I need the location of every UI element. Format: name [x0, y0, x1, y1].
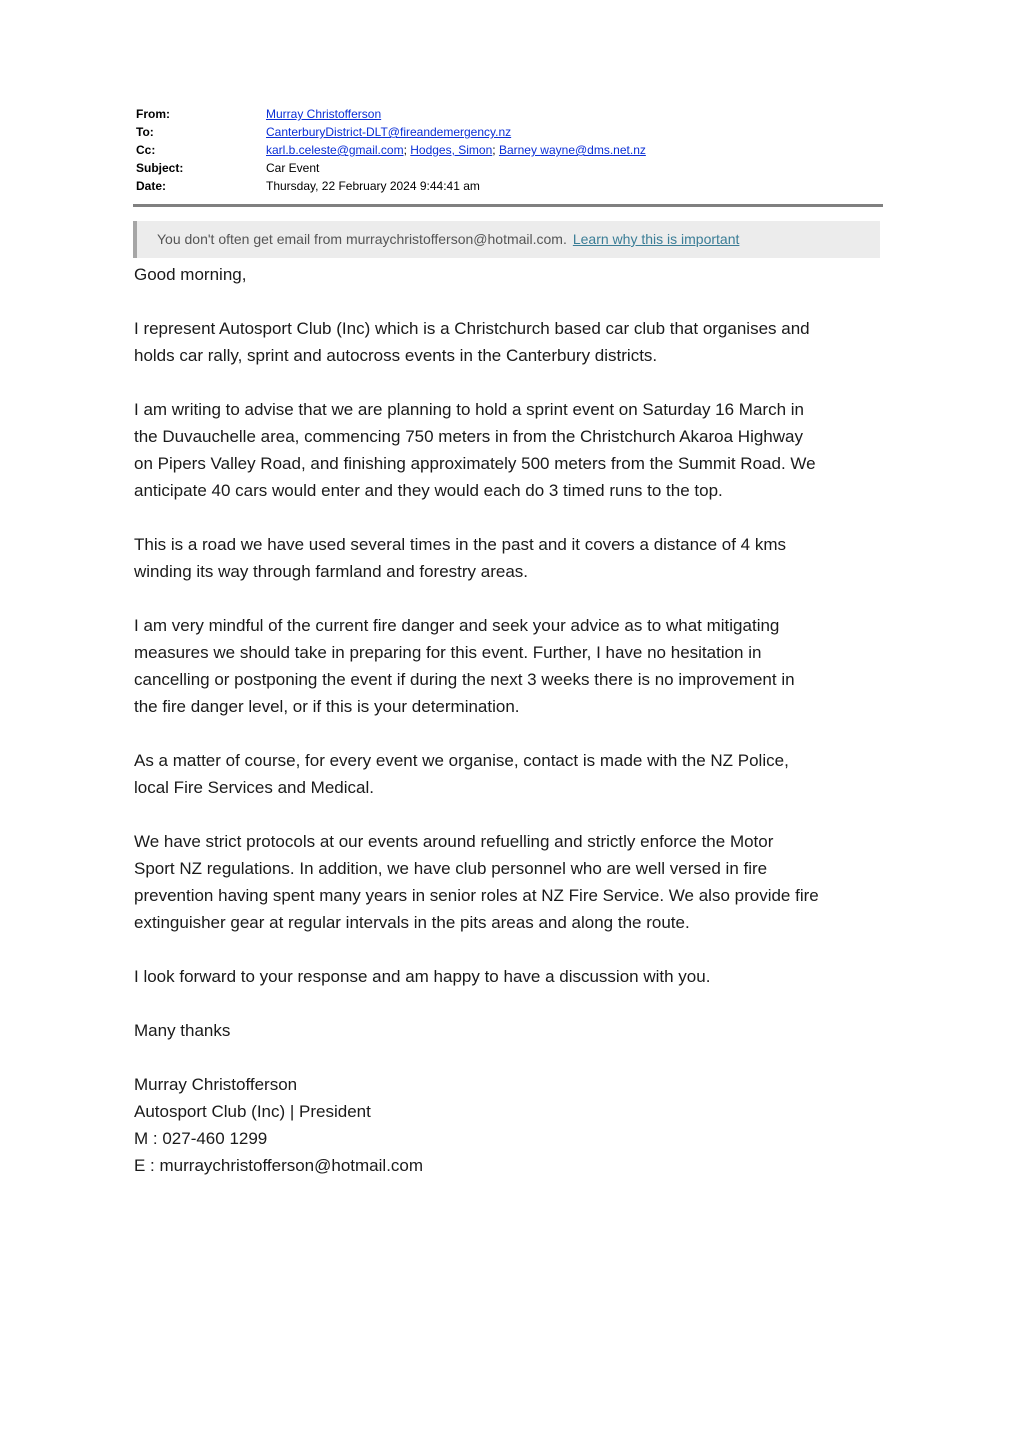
paragraph-response: I look forward to your response and am happy to have a discussion with you. — [134, 967, 711, 986]
subject-row — [136, 159, 882, 177]
body-line: Sport NZ regulations. In addition, we have club personnel who are well versed in fire — [134, 859, 768, 878]
body-line: I represent Autosport Club (Inc) which is a Christchurch based car club that organises and — [134, 319, 810, 338]
cc-row — [136, 141, 882, 159]
body-line: winding its way through farmland and forestry areas. — [134, 562, 529, 581]
body-line: cancelling or postponing the event if during the next 3 weeks there is no improvement in — [134, 670, 795, 689]
cc-separator: ; — [403, 143, 411, 157]
body-line: local Fire Services and Medical. — [134, 778, 374, 797]
signature — [134, 1071, 884, 1179]
to-row — [136, 123, 882, 141]
signature-title: Autosport Club (Inc) | President — [134, 1102, 371, 1121]
cc-separator: ; — [492, 143, 499, 157]
subject-label: Subject: — [136, 161, 184, 175]
email-body — [134, 261, 884, 1206]
from-sender-link[interactable]: Murray Christofferson — [266, 107, 382, 121]
to-label: To: — [136, 125, 154, 139]
email-header — [136, 105, 882, 195]
paragraph-road — [134, 531, 884, 585]
body-line: the Duvauchelle area, commencing 750 meters in from the Christchurch Akaroa Highway — [134, 427, 803, 446]
learn-why-link[interactable]: Learn why this is important — [572, 231, 740, 247]
body-line: We have strict protocols at our events around refuelling and strictly enforce the Motor — [134, 832, 774, 851]
body-line: As a matter of course, for every event we organise, contact is made with the NZ Police, — [134, 751, 789, 770]
body-line: holds car rally, sprint and autocross events in the Canterbury districts. — [134, 346, 658, 365]
paragraph-intro — [134, 315, 884, 369]
from-row — [136, 105, 882, 123]
signature-mobile: M : 027-460 1299 — [134, 1129, 268, 1148]
body-line: I am writing to advise that we are planning to hold a sprint event on Saturday 16 March in — [134, 400, 804, 419]
body-line: This is a road we have used several times in the past and it covers a distance of 4 kms — [134, 535, 786, 554]
body-line: measures we should take in preparing for this event. Further, I have no hesitation in — [134, 643, 762, 662]
cc-label: Cc: — [136, 143, 156, 157]
signature-email: E : murraychristofferson@hotmail.com — [134, 1156, 424, 1175]
to-recipient-link[interactable]: CanterburyDistrict-DLT@fireandemergency.nz — [266, 125, 512, 139]
external-sender-banner — [133, 221, 880, 258]
paragraph-event-details — [134, 396, 884, 504]
greeting: Good morning, — [134, 265, 247, 284]
paragraph-contacts — [134, 747, 884, 801]
closing: Many thanks — [134, 1021, 231, 1040]
body-line: extinguisher gear at regular intervals in the pits areas and along the route. — [134, 913, 690, 932]
date-value: Thursday, 22 February 2024 9:44:41 am — [266, 179, 480, 193]
body-line: I am very mindful of the current fire danger and seek your advice as to what mitigating — [134, 616, 780, 635]
from-label: From: — [136, 107, 170, 121]
body-line: the fire danger level, or if this is your determination. — [134, 697, 520, 716]
header-divider — [133, 204, 883, 207]
banner-text: You don't often get email from murraychristofferson@hotmail.com. — [157, 231, 567, 247]
date-label: Date: — [136, 179, 167, 193]
subject-value: Car Event — [266, 161, 320, 175]
signature-name: Murray Christofferson — [134, 1075, 298, 1094]
cc-recipient-link[interactable]: Barney wayne@dms.net.nz — [498, 143, 646, 157]
body-line: anticipate 40 cars would enter and they would each do 3 timed runs to the top. — [134, 481, 723, 500]
date-row — [136, 177, 882, 195]
cc-recipient-link[interactable]: Hodges, Simon — [410, 143, 493, 157]
body-line: on Pipers Valley Road, and finishing approximately 500 meters from the Summit Road. We — [134, 454, 816, 473]
paragraph-fire-danger — [134, 612, 884, 720]
cc-recipient-link[interactable]: karl.b.celeste@gmail.com — [266, 143, 404, 157]
body-line: prevention having spent many years in senior roles at NZ Fire Service. We also provide fire — [134, 886, 819, 905]
paragraph-protocols — [134, 828, 884, 936]
